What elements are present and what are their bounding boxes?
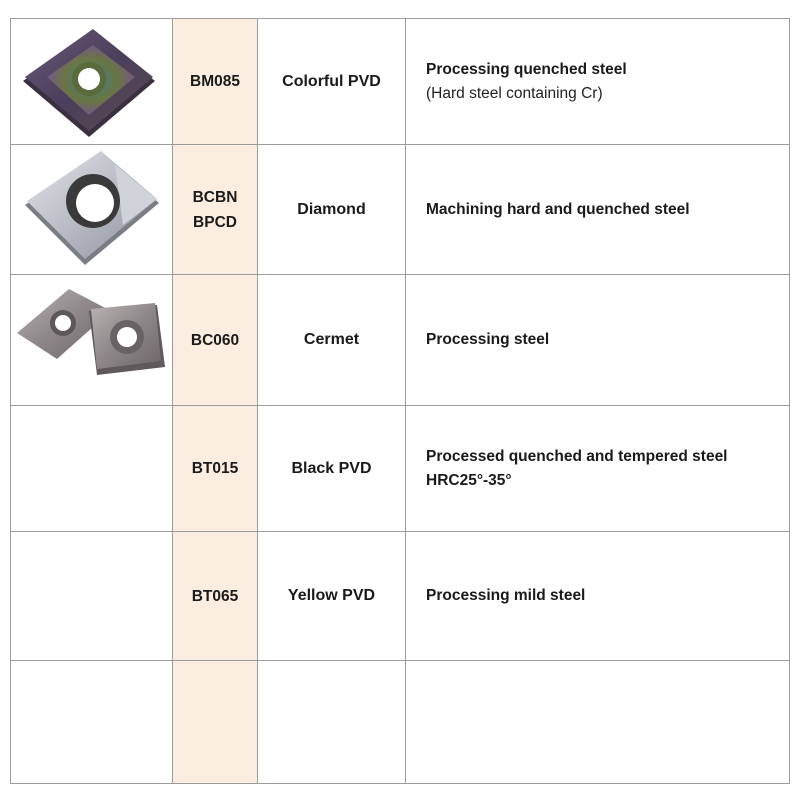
application-cell	[406, 406, 790, 532]
grade-code: BT065	[191, 587, 239, 605]
application-cell	[406, 19, 790, 145]
table-row	[11, 661, 790, 784]
application-note: HRC25°-35°	[426, 471, 512, 489]
grade-table	[10, 18, 790, 784]
application-text: Processing quenched steel	[426, 60, 627, 78]
grade-code: BT015	[191, 460, 239, 477]
coating-cell	[258, 532, 406, 661]
insert-image-cell	[11, 532, 173, 661]
application-text: Processed quenched and tempered steel	[426, 447, 728, 465]
coating-cell	[258, 275, 406, 406]
coating-type: Colorful PVD	[282, 72, 381, 90]
colorful-pvd-insert-image	[11, 19, 173, 144]
application-cell	[406, 145, 790, 275]
grade-cell	[173, 532, 258, 661]
insert-image-cell	[11, 661, 173, 784]
application-text: Machining hard and quenched steel	[426, 200, 690, 218]
table-row	[11, 19, 790, 145]
diamond-insert-image	[11, 145, 173, 274]
application-cell	[406, 661, 790, 784]
table-row	[11, 532, 790, 661]
grade-cell	[173, 661, 258, 784]
coating-type: Yellow PVD	[287, 587, 376, 604]
application-note: (Hard steel containing Cr)	[426, 84, 603, 102]
application-text: Processing mild steel	[426, 587, 586, 604]
grade-code: BC060	[190, 331, 240, 349]
application-cell	[406, 275, 790, 406]
grade-cell	[173, 19, 258, 145]
insert-image-cell	[11, 19, 173, 145]
insert-image-cell	[11, 406, 173, 532]
grade-code: BCBN BPCD	[192, 188, 238, 231]
coating-type: Cermet	[303, 331, 360, 348]
cermet-insert-image	[11, 275, 173, 405]
table-row	[11, 275, 790, 406]
insert-image-cell	[11, 145, 173, 275]
coating-cell	[258, 19, 406, 145]
coating-cell	[258, 406, 406, 532]
grade-cell	[173, 275, 258, 406]
table-row	[11, 145, 790, 275]
coating-cell	[258, 661, 406, 784]
application-text: Processing steel	[426, 331, 550, 348]
grade-code: BM085	[190, 73, 240, 90]
coating-type: Diamond	[297, 200, 366, 218]
insert-image-cell	[11, 275, 173, 406]
grade-cell	[173, 406, 258, 532]
application-cell	[406, 532, 790, 661]
table-row	[11, 406, 790, 532]
coating-cell	[258, 145, 406, 275]
coating-type: Black PVD	[291, 459, 372, 477]
grade-cell	[173, 145, 258, 275]
